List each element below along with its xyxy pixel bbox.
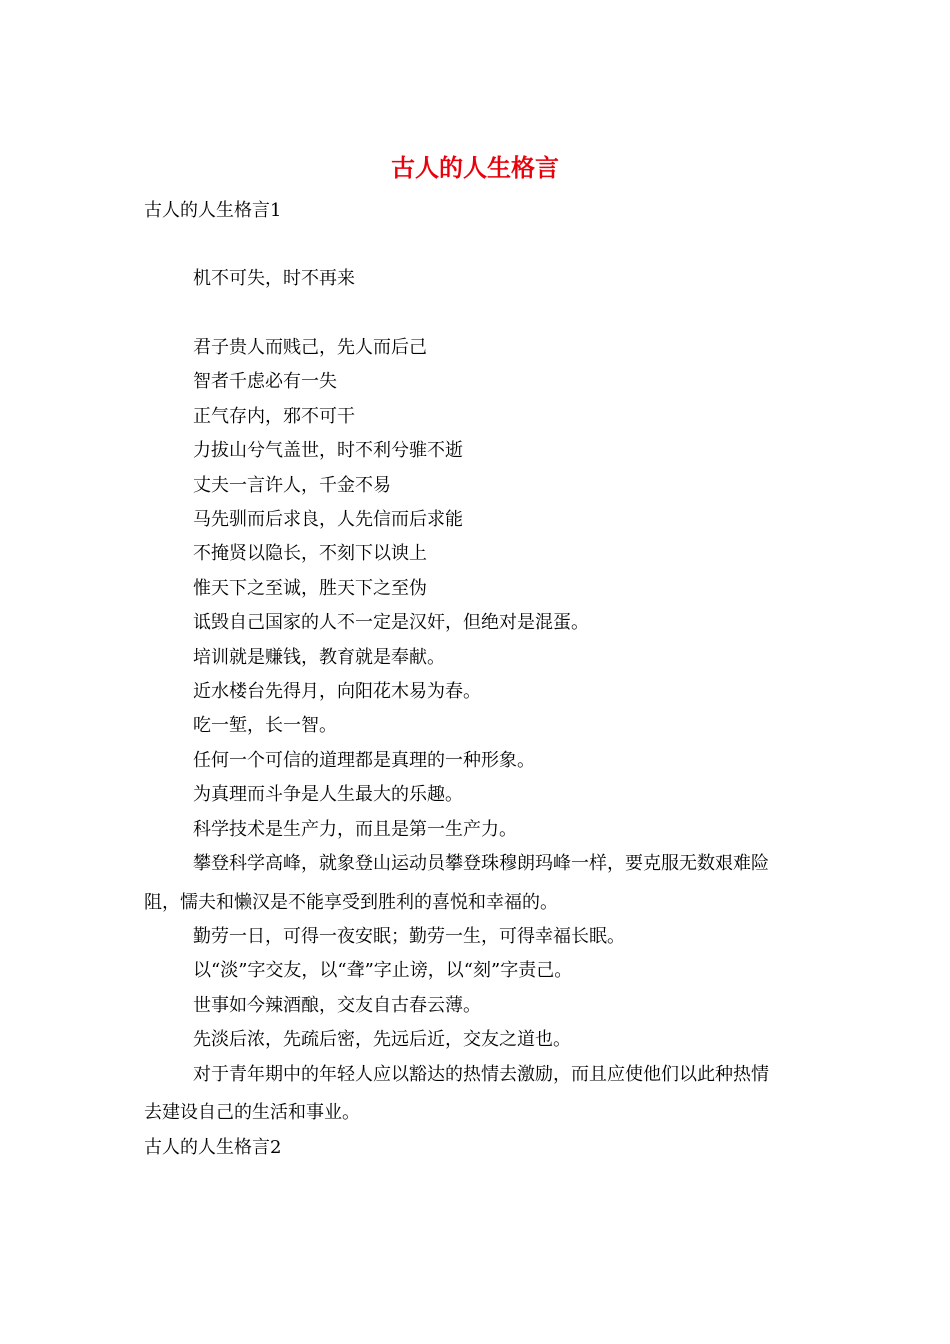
quote-line: 世事如今辣酒酿，交友自古春云薄。 — [193, 995, 481, 1016]
quote-line: 任何一个可信的道理都是真理的一种形象。 — [193, 750, 535, 771]
quote-line: 丈夫一言许人，千金不易 — [193, 475, 391, 496]
quote-line: 智者千虑必有一失 — [193, 371, 337, 392]
quote-line: 为真理而斗争是人生最大的乐趣。 — [193, 784, 463, 805]
section-heading-1: 古人的人生格言1 — [144, 200, 282, 221]
quote-line: 对于青年期中的年轻人应以豁达的热情去激励，而且应使他们以此种热情 — [193, 1064, 769, 1085]
quote-line-continued: 阻，懦夫和懒汉是不能享受到胜利的喜悦和幸福的。 — [144, 892, 558, 913]
quote-line: 惟天下之至诚，胜天下之至伪 — [193, 578, 427, 599]
quote-line: 攀登科学高峰，就象登山运动员攀登珠穆朗玛峰一样，要克服无数艰难险 — [193, 853, 769, 874]
quote-line: 以“淡”字交友，以“聋”字止谤，以“刻”字责己。 — [193, 960, 573, 981]
quote-line-continued: 去建设自己的生活和事业。 — [144, 1102, 360, 1123]
quote-line: 不掩贤以隐长，不刻下以谀上 — [193, 543, 427, 564]
document-title: 古人的人生格言 — [391, 153, 559, 182]
quote-line: 力拔山兮气盖世，时不利兮骓不逝 — [193, 440, 463, 461]
quote-line: 君子贵人而贱己，先人而后己 — [193, 337, 427, 358]
quote-line: 先淡后浓，先疏后密，先远后近，交友之道也。 — [193, 1029, 571, 1050]
quote-line: 勤劳一日，可得一夜安眠；勤劳一生，可得幸福长眠。 — [193, 926, 625, 947]
quote-line: 机不可失，时不再来 — [193, 268, 355, 289]
quote-line: 诋毁自己国家的人不一定是汉奸，但绝对是混蛋。 — [193, 612, 589, 633]
quote-line: 培训就是赚钱，教育就是奉献。 — [193, 647, 445, 668]
section-heading-2: 古人的人生格言2 — [144, 1137, 282, 1158]
quote-line: 马先驯而后求良，人先信而后求能 — [193, 509, 463, 530]
quote-line: 科学技术是生产力，而且是第一生产力。 — [193, 819, 517, 840]
quote-line: 正气存内，邪不可干 — [193, 406, 355, 427]
quote-line: 近水楼台先得月，向阳花木易为春。 — [193, 681, 481, 702]
quote-line: 吃一堑，长一智。 — [193, 715, 337, 736]
